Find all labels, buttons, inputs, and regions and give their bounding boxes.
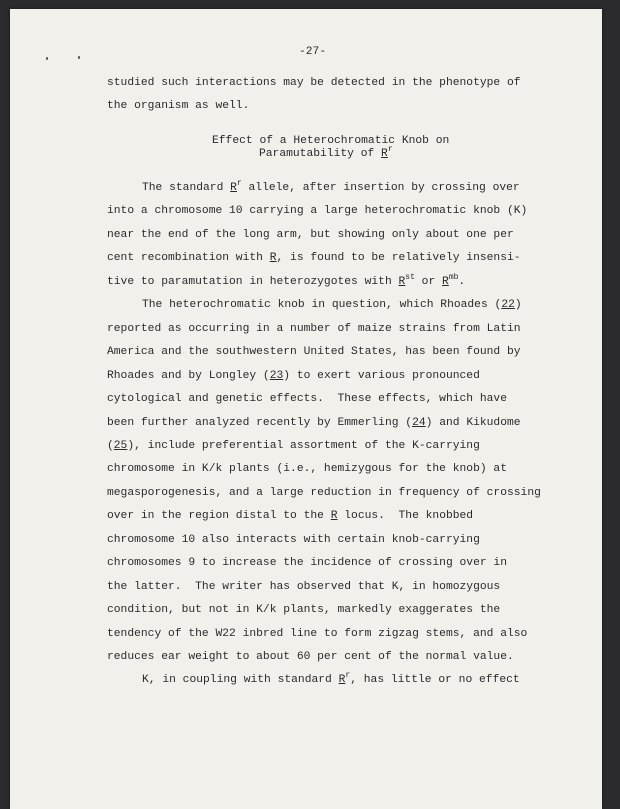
text-run: tendency of the W22 inbred line to form zigzag stems, and also	[107, 627, 528, 640]
text-run: Effect of a Heterochromatic Knob on	[212, 135, 450, 147]
underlined-symbol: R	[442, 275, 449, 288]
underlined-symbol: 25	[113, 439, 128, 452]
text-line	[107, 556, 507, 570]
text-run: America and the southwestern United States, has been found by	[107, 346, 521, 359]
text-run: ) to exert various pronounced	[283, 369, 480, 382]
text-line	[107, 580, 500, 594]
superscript: r	[236, 179, 242, 188]
section-title	[259, 147, 393, 161]
text-run: megasporogenesis, and a large reduction in frequency of crossing	[107, 486, 541, 499]
text-run: (	[107, 439, 114, 452]
superscript: r	[387, 145, 393, 154]
text-line	[107, 533, 480, 547]
underlined-symbol: R	[338, 674, 346, 687]
text-run: chromosome 10 also interacts with certain knob-carrying	[107, 533, 480, 546]
page-number: -27-	[299, 46, 327, 58]
text-run: reported as occurring in a number of maize strains from Latin	[107, 322, 521, 335]
text-line	[107, 251, 521, 265]
text-run: chromosome in K/k plants (i.e., hemizygous for the knob) at	[107, 463, 507, 476]
document-page	[10, 9, 602, 809]
superscript: st	[405, 272, 415, 282]
text-line	[107, 650, 514, 664]
section-title	[212, 134, 449, 148]
text-line	[107, 392, 507, 406]
text-line	[107, 204, 527, 218]
underlined-symbol: R	[230, 182, 237, 194]
text-line	[107, 439, 480, 453]
text-line	[107, 462, 507, 476]
text-line	[107, 603, 500, 617]
text-line	[142, 298, 522, 312]
text-line	[107, 322, 521, 336]
text-run: tive to paramutation in heterozygotes with	[107, 275, 399, 288]
text-line	[107, 76, 521, 90]
text-run: or	[414, 275, 443, 288]
text-run: cytological and genetic effects. These effects, which have	[107, 393, 507, 406]
text-line	[107, 228, 514, 242]
text-run: condition, but not in K/k plants, markedly exaggerates the	[107, 604, 501, 617]
text-line	[107, 99, 249, 113]
text-line	[107, 627, 527, 641]
text-run: )	[514, 299, 522, 312]
text-run: allele, after insertion by crossing over	[241, 182, 520, 194]
text-run: studied such interactions may be detected in the phenotype of	[107, 77, 521, 89]
underlined-symbol: R	[269, 252, 277, 265]
punch-mark	[78, 56, 80, 59]
text-run: The heterochromatic knob in question, which Rhoades (	[142, 299, 502, 312]
underlined-symbol: R	[330, 510, 338, 523]
underlined-symbol: 24	[412, 416, 426, 429]
text-run: .	[458, 275, 466, 288]
text-line	[107, 272, 466, 289]
underlined-symbol: R	[381, 148, 388, 160]
text-run: ) and Kikudome	[425, 416, 521, 429]
text-run: Paramutability of	[259, 148, 382, 160]
text-run: , has little or no effect	[350, 674, 520, 687]
text-run: the latter. The writer has observed that K, in homozygous	[107, 580, 501, 593]
text-run: The standard	[142, 182, 231, 194]
text-run: been further analyzed recently by Emmerling (	[107, 416, 413, 429]
text-run: chromosomes 9 to increase the incidence of crossing over in	[107, 557, 507, 570]
underlined-symbol: 23	[269, 369, 284, 382]
text-run: Rhoades and by Longley (	[107, 369, 270, 382]
superscript: r	[345, 671, 351, 681]
punch-mark	[46, 57, 48, 60]
text-run: ), include preferential assortment of the K-carrying	[127, 439, 480, 452]
text-run: reduces ear weight to about 60 per cent of the normal value.	[107, 651, 514, 663]
text-line	[107, 345, 521, 359]
text-line	[142, 673, 520, 687]
text-run: over in the region distal to the	[107, 510, 331, 523]
text-run: K, in coupling with standard	[142, 674, 339, 687]
underlined-symbol: R	[398, 275, 406, 288]
text-line	[107, 486, 541, 500]
text-line	[107, 416, 521, 430]
text-run: into a chromosome 10 carrying a large heterochromatic knob (K)	[107, 205, 528, 218]
text-run: near the end of the long arm, but showing only about one per	[107, 228, 514, 241]
text-line	[107, 509, 473, 523]
text-line	[107, 369, 480, 383]
superscript: mb	[448, 272, 459, 282]
text-run: the organism as well.	[107, 100, 250, 113]
text-line	[142, 181, 520, 195]
text-run: cent recombination with	[107, 252, 270, 265]
text-run: , is found to be relatively insensi-	[276, 252, 521, 265]
underlined-symbol: 22	[501, 299, 515, 312]
text-run: locus. The knobbed	[337, 510, 474, 523]
